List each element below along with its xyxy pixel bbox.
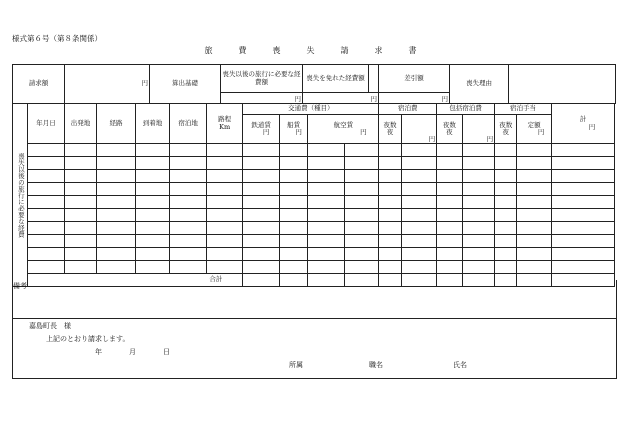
col-package-nights: 夜数 夜 <box>437 115 462 144</box>
claim-amount-field[interactable]: 円 <box>65 65 150 104</box>
expense-detail-table <box>12 103 615 287</box>
col-route: 経路 <box>97 104 136 144</box>
name-label[interactable]: 氏名 <box>453 361 467 369</box>
needed-expense-field[interactable]: 円 <box>221 93 303 104</box>
form-title: 旅 費 喪 失 請 求 書 <box>204 46 426 55</box>
loss-reason-label: 喪失理由 <box>450 65 509 104</box>
table-row[interactable] <box>13 222 615 235</box>
table-row[interactable] <box>13 248 615 261</box>
claim-amount-label: 請求額 <box>13 65 65 104</box>
table-row[interactable] <box>13 196 615 209</box>
avoided-expense-field[interactable]: 円 <box>303 93 379 104</box>
side-label: 喪失以後の旅行に必要な経費 <box>13 104 28 287</box>
table-row[interactable] <box>13 235 615 248</box>
table-row[interactable] <box>13 157 615 170</box>
request-statement: 上記のとおり請求します。 <box>46 335 130 343</box>
request-box <box>12 318 617 379</box>
col-departure: 出発地 <box>64 104 96 144</box>
col-transport: 交通費（種目） <box>243 104 379 115</box>
needed-expense-label: 喪失以後の旅行に必要な経費額 <box>221 65 303 93</box>
col-allowance: 宿泊手当 <box>495 104 552 115</box>
col-distance: 路程 Km <box>206 104 243 144</box>
loss-reason-field[interactable] <box>509 65 616 104</box>
notes-box[interactable] <box>12 280 617 319</box>
col-rail: 鉄道賃 円 <box>243 115 280 144</box>
date-month[interactable]: 月 <box>129 348 136 356</box>
table-row[interactable] <box>13 170 615 183</box>
col-package-yen: 円 <box>462 115 494 144</box>
avoided-expense-label: 喪失を免れた経費額 <box>303 65 369 93</box>
table-row[interactable] <box>13 144 615 157</box>
difference-label: 差引額 <box>379 65 450 93</box>
form-number: 様式第６号（第８条関係） <box>12 34 102 43</box>
table-row[interactable] <box>13 183 615 196</box>
addressee: 嘉島町長 様 <box>29 322 71 330</box>
col-lodging-nights: 夜数 夜 <box>379 115 401 144</box>
affiliation-label[interactable]: 所属 <box>289 361 303 369</box>
difference-field[interactable]: 円 <box>379 93 450 104</box>
position-label[interactable]: 職名 <box>369 361 383 369</box>
table-row[interactable] <box>13 261 615 274</box>
col-lodging-fee: 宿泊費 <box>379 104 437 115</box>
date-year[interactable]: 年 <box>95 348 102 356</box>
sum-label: 合計 <box>28 274 243 287</box>
col-fixed-amount: 定額 円 <box>517 115 552 144</box>
col-total: 計 円 <box>551 104 614 144</box>
col-date: 年月日 <box>28 104 65 144</box>
col-package-fee: 包括宿泊費 <box>437 104 495 115</box>
notes-label: 備考 <box>13 282 27 290</box>
date-day[interactable]: 日 <box>163 348 170 356</box>
col-lodging-place: 宿泊地 <box>170 104 207 144</box>
calculation-basis-label: 算出基礎 <box>150 65 221 104</box>
col-air: 航空賃 円 <box>308 115 379 144</box>
table-row[interactable] <box>13 209 615 222</box>
col-ship: 船賃 円 <box>279 115 307 144</box>
summary-table <box>12 64 616 104</box>
col-lodging-yen: 円 <box>401 115 437 144</box>
col-arrival: 到着地 <box>135 104 170 144</box>
col-allowance-nights: 夜数 夜 <box>495 115 517 144</box>
